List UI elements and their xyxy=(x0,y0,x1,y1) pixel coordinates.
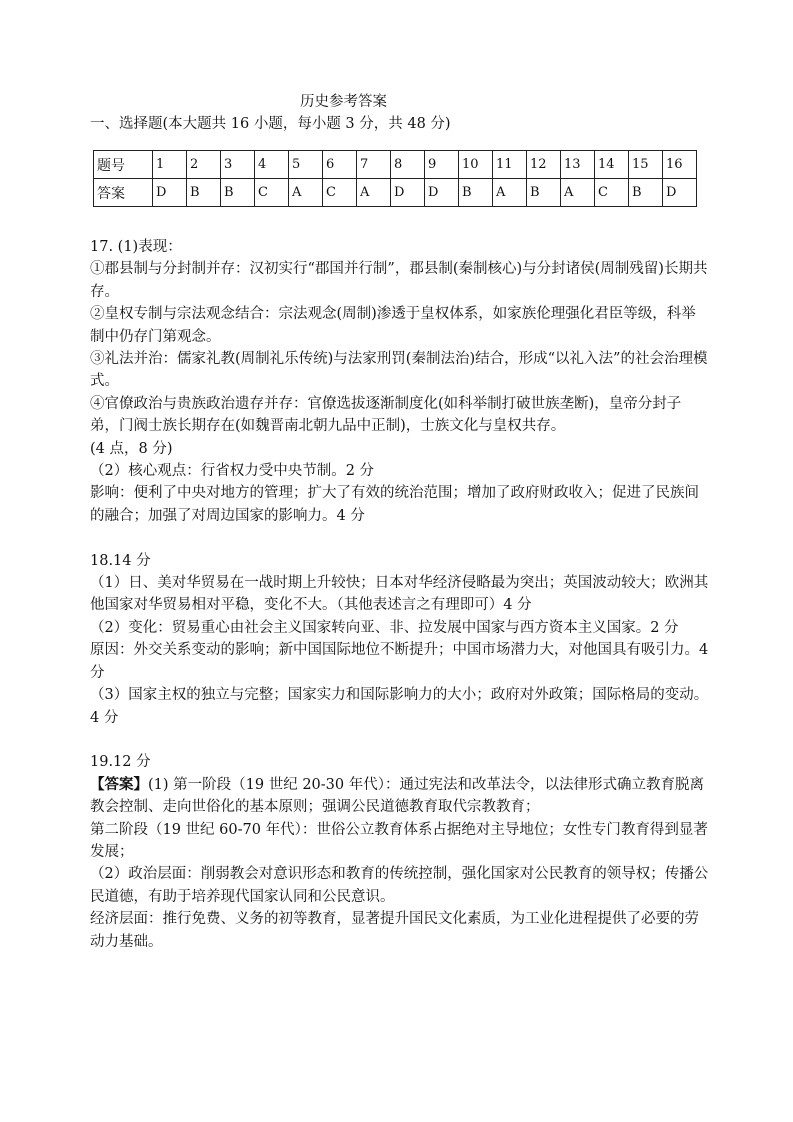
question-19-section xyxy=(90,751,710,953)
q18-reason: 原因：外交关系变动的影响；新中国国际地位不断提升；中国市场潜力大，对他国具有吸引力。4 分 xyxy=(90,642,709,681)
answer-cell: C xyxy=(323,179,357,207)
question-number: 3 xyxy=(221,151,255,179)
q17-point-3: ③礼法并治：儒家礼教(周制礼乐传统)与法家刑罚(秦制法治)结合，形成“以礼入法”的社会治理模式。 xyxy=(90,351,708,390)
q17-intro: 17. (1)表现： xyxy=(90,239,182,255)
answer-cell: D xyxy=(425,179,459,207)
question-17-section xyxy=(90,236,710,527)
q19-part-1-text: (1) 第一阶段（19 世纪 20-30 年代）：通过宪法和改革法令，以法律形式确立教育脱离教会控制、走向世俗化的基本原则；强调公民道德教育取代宗教教育； xyxy=(90,776,704,816)
spacer xyxy=(90,729,710,751)
answer-cell: A xyxy=(561,179,595,207)
answer-cell: D xyxy=(153,179,187,207)
answer-cell: B xyxy=(459,179,493,207)
question-number: 10 xyxy=(459,151,493,179)
q18-part-2: （2）变化：贸易重心由社会主义国家转向亚、非、拉发展中国家与西方资本主义国家。2 分 xyxy=(90,619,679,636)
answer-cell: D xyxy=(391,179,425,207)
q18-part-3: （3）国家主权的独立与完整；国家实力和国际影响力的大小；政府对外政策；国际格局的变动。4 分 xyxy=(90,687,709,726)
question-number: 11 xyxy=(493,151,527,179)
answer-cell: B xyxy=(629,179,663,207)
answer-cell: C xyxy=(255,179,289,207)
question-number: 5 xyxy=(289,151,323,179)
q19-stage-2: 第二阶段（19 世纪 60-70 年代）：世俗公立教育体系占据绝对主导地位；女性专门教育得到显著发展； xyxy=(90,821,708,860)
answer-row xyxy=(94,179,697,207)
question-number: 14 xyxy=(595,151,629,179)
q19-header: 19.12 分 xyxy=(90,754,151,771)
q17-score: (4 点，8 分) xyxy=(90,440,173,457)
question-number: 16 xyxy=(663,151,697,179)
answer-content xyxy=(90,236,710,953)
q19-part-1 xyxy=(90,774,710,819)
row-label-answer: 答案 xyxy=(94,179,153,207)
q17-part-2: （2）核心观点：行省权力受中央节制。2 分 xyxy=(90,463,375,480)
answer-cell: D xyxy=(663,179,697,207)
question-number-row xyxy=(94,151,697,179)
answer-table xyxy=(93,150,697,207)
question-18-section xyxy=(90,550,710,729)
answer-cell: A xyxy=(493,179,527,207)
row-label-number: 题号 xyxy=(94,151,153,179)
answer-cell: A xyxy=(357,179,391,207)
answer-cell: B xyxy=(187,179,221,207)
question-number: 12 xyxy=(527,151,561,179)
q19-economic: 经济层面：推行免费、义务的初等教育，显著提升国民文化素质，为工业化进程提供了必要的劳动力基础。 xyxy=(90,911,699,950)
page-title: 历史参考答案 xyxy=(300,94,387,110)
question-number: 6 xyxy=(323,151,357,179)
q19-political: （2）政治层面：削弱教会对意识形态和教育的传统控制，强化国家对公民教育的领导权；传播公民道德，有助于培养现代国家认同和公民意识。 xyxy=(90,866,709,905)
q17-point-4: ④官僚政治与贵族政治遗存并存：官僚选拔逐渐制度化(如科举制打破世族垄断)，皇帝分封子弟，门阀士族长期存在(如魏晋南北朝九品中正制)，士族文化与皇权共存。 xyxy=(90,395,682,435)
q17-point-1: ①郡县制与分封制并存：汉初实行“郡国并行制”，郡县制(秦制核心)与分封诸侯(周制残留)长期共存。 xyxy=(90,261,708,300)
question-number: 8 xyxy=(391,151,425,179)
question-number: 13 xyxy=(561,151,595,179)
answer-cell: C xyxy=(595,179,629,207)
question-number: 9 xyxy=(425,151,459,179)
section-heading-multiple-choice: 一、选择题(本大题共 16 小题，每小题 3 分，共 48 分) xyxy=(90,116,451,132)
q18-part-1: （1）日、美对华贸易在一战时期上升较快；日本对华经济侵略最为突出；英国波动较大；欧洲其他国家对华贸易相对平稳，变化不大。（其他表述言之有理即可）4 分 xyxy=(90,575,709,614)
spacer xyxy=(90,527,710,549)
question-number: 15 xyxy=(629,151,663,179)
question-number: 4 xyxy=(255,151,289,179)
answer-tag: 【答案】 xyxy=(90,775,148,793)
q17-impact: 影响：便利了中央对地方的管理；扩大了有效的统治范围；增加了政府财政收入；促进了民族间的融合；加强了对周边国家的影响力。4 分 xyxy=(90,485,699,524)
q17-point-2: ②皇权专制与宗法观念结合：宗法观念(周制)渗透于皇权体系，如家族伦理强化君臣等级，科举制中仍存门第观念。 xyxy=(90,306,696,345)
answer-cell: B xyxy=(221,179,255,207)
question-number: 7 xyxy=(357,151,391,179)
question-number: 1 xyxy=(153,151,187,179)
answer-cell: A xyxy=(289,179,323,207)
answer-cell: B xyxy=(527,179,561,207)
q18-header: 18.14 分 xyxy=(90,552,151,569)
question-number: 2 xyxy=(187,151,221,179)
